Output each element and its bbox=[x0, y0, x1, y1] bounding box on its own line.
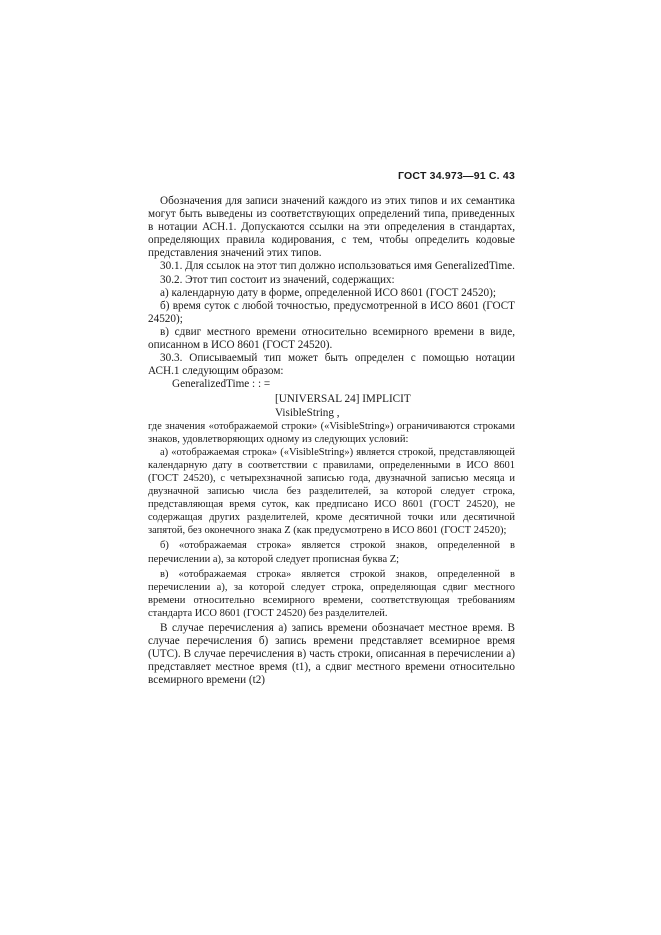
list-item-v: в) сдвиг местного времени относительно всемирного времени в виде, описанном в ИСО 8601 (ГОСТ 24520). bbox=[148, 325, 515, 352]
formula-line-2: [UNIVERSAL 24] IMPLICIT bbox=[275, 393, 411, 406]
condition-v: в) «отображаемая строка» является строкой знаков, определенной в перечислении а), за которой следует строка, определяющая сдвиг местного времени относительно всемирного времени, соответствующая требованиям стандарта ИСО 8601 (ГОСТ 24520) без разделителей. bbox=[148, 568, 515, 619]
list-item-b: б) время суток с любой точностью, предусмотренной в ИСО 8601 (ГОСТ 24520); bbox=[148, 299, 515, 325]
formula-line-1: GeneralizedTime : : = bbox=[172, 378, 271, 391]
document-body bbox=[148, 195, 515, 687]
list-item-a: а) календарную дату в форме, определенной ИСО 8601 (ГОСТ 24520); bbox=[160, 286, 496, 299]
formula-line-3: VisibleString , bbox=[275, 406, 340, 419]
condition-b: б) «отображаемая строка» является строкой знаков, определенной в перечислении а), за которой следует прописная буква Z; bbox=[148, 540, 515, 565]
clause-30-3: 30.3. Описываемый тип может быть определен с помощью нотации АСН.1 следующим образом: bbox=[148, 352, 515, 378]
clause-30-2: 30.2. Этот тип состоит из значений, содержащих: bbox=[160, 273, 395, 286]
clause-30-1: 30.1. Для ссылок на этот тип должно использоваться имя GeneralizedTime. bbox=[160, 260, 515, 273]
where-paragraph: где значения «отображаемой строки» («VisibleString») ограничиваются строками знаков, удовлетворяющих одному из следующих условий: bbox=[148, 420, 515, 445]
condition-a: а) «отображаемая строка» («VisibleString») является строкой, представляющей календарную дату в соответствии с правилами, определенными в ИСО 8601 (ГОСТ 24520), с четырехзначной записью года, двузначной записью месяца и двузначной записью числа без разделителей, за которой следует строка, представляющая время суток, как предписано ИСО 8601 (ГОСТ 24520), не содержащая других разделителей, кроме десятичной точки или десятичной запятой, без оконечного знака Z (как предусмотрено в ИСО 8601 (ГОСТ 24520); bbox=[148, 446, 515, 537]
intro-paragraph: Обозначения для записи значений каждого из этих типов и их семантика могут быть выведены из соответствующих определений типа, приведенных в нотации АСН.1. Допускаются ссылки на эти определения в стандартах, определяющих правила кодирования, с тем, чтобы определить кодовые представления значений этих типов. bbox=[148, 195, 515, 260]
running-header: ГОСТ 34.973—91 С. 43 bbox=[398, 170, 515, 182]
cases-paragraph: В случае перечисления а) запись времени обозначает местное время. В случае перечисления б) запись времени представляет всемирное время (UTC). В случае перечисления в) часть строки, описанная в перечислении а) представляет местное время (t1), а сдвиг местного времени относительно всемирного времени (t2) bbox=[148, 622, 515, 687]
